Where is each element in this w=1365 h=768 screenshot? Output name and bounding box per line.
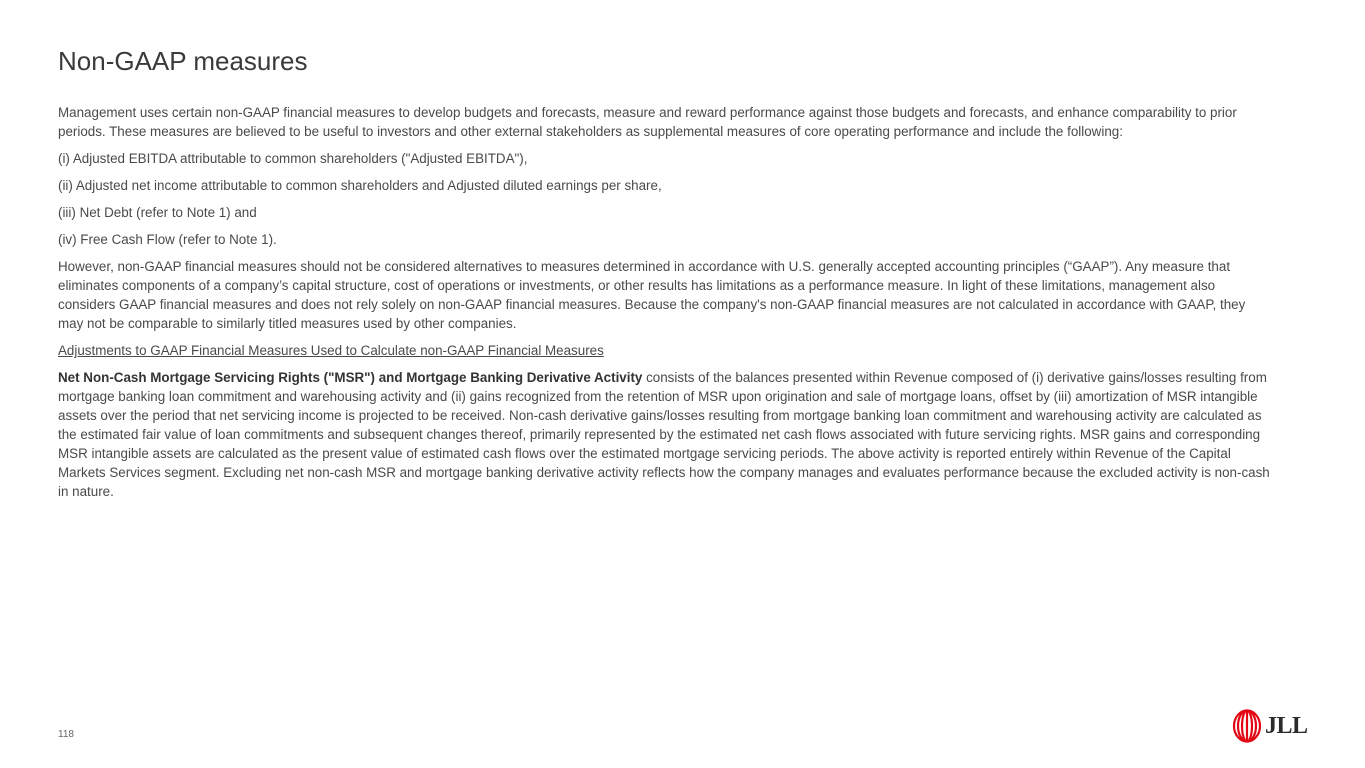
page-number: 118 bbox=[58, 729, 74, 740]
adjustments-heading-paragraph bbox=[58, 341, 1273, 360]
msr-paragraph bbox=[58, 368, 1273, 501]
measure-item: (iii) Net Debt (refer to Note 1) and bbox=[58, 205, 257, 220]
page-title: Non-GAAP measures bbox=[58, 46, 308, 76]
jll-swirl-icon bbox=[1232, 709, 1262, 743]
jll-logo bbox=[1232, 709, 1308, 743]
measure-item: (iv) Free Cash Flow (refer to Note 1). bbox=[58, 232, 277, 247]
msr-lead: Net Non-Cash Mortgage Servicing Rights ("MSR") and Mortgage Banking Derivative Activity bbox=[58, 370, 643, 385]
msr-body: consists of the balances presented within Revenue composed of (i) derivative gains/losses resulting from mortgage banking loan commitment and warehousing activity and (ii) gains recognized from the retention of MSR upon origination and sale of mortgage loans, offset by (iii) amortization of MSR intangible assets over the period that net servicing income is projected to be received. Non-cash derivative gains/losses resulting from mortgage banking loan commitment and warehousing activity are calculated as the estimated fair value of loan commitments and subsequent changes thereof, primarily represented by the estimated net cash flows associated with future servicing rights. MSR gains and corresponding MSR intangible assets are calculated as the present value of estimated cash flows over the estimated mortgage servicing periods. The above activity is reported entirely within Revenue of the Capital Markets Services segment. Excluding net non-cash MSR and mortgage banking derivative activity reflects how the company manages and evaluates performance because the excluded activity is non-cash in nature. bbox=[58, 370, 1270, 499]
measure-item: (ii) Adjusted net income attributable to common shareholders and Adjusted diluted earnings per share, bbox=[58, 178, 662, 193]
caveat-paragraph: However, non-GAAP financial measures should not be considered alternatives to measures determined in accordance with U.S. generally accepted accounting principles (“GAAP”). Any measure that eliminates components of a company’s capital structure, cost of operations or investments, or other results has limitations as a performance measure. In light of these limitations, management also considers GAAP financial measures and does not rely solely on non-GAAP financial measures. Because the company's non-GAAP financial measures are not calculated in accordance with GAAP, they may not be comparable to similarly titled measures used by other companies. bbox=[58, 259, 1246, 331]
content-body bbox=[58, 103, 1273, 509]
jll-logo-text: JLL bbox=[1265, 712, 1308, 739]
intro-paragraph: Management uses certain non-GAAP financial measures to develop budgets and forecasts, measure and reward performance against those budgets and forecasts, and enhance comparability to prior periods. These measures are believed to be useful to investors and other external stakeholders as supplemental measures of core operating performance and include the following: bbox=[58, 105, 1237, 139]
measure-item: (i) Adjusted EBITDA attributable to common shareholders ("Adjusted EBITDA"), bbox=[58, 151, 528, 166]
adjustments-heading: Adjustments to GAAP Financial Measures Used to Calculate non-GAAP Financial Measures bbox=[58, 343, 604, 358]
